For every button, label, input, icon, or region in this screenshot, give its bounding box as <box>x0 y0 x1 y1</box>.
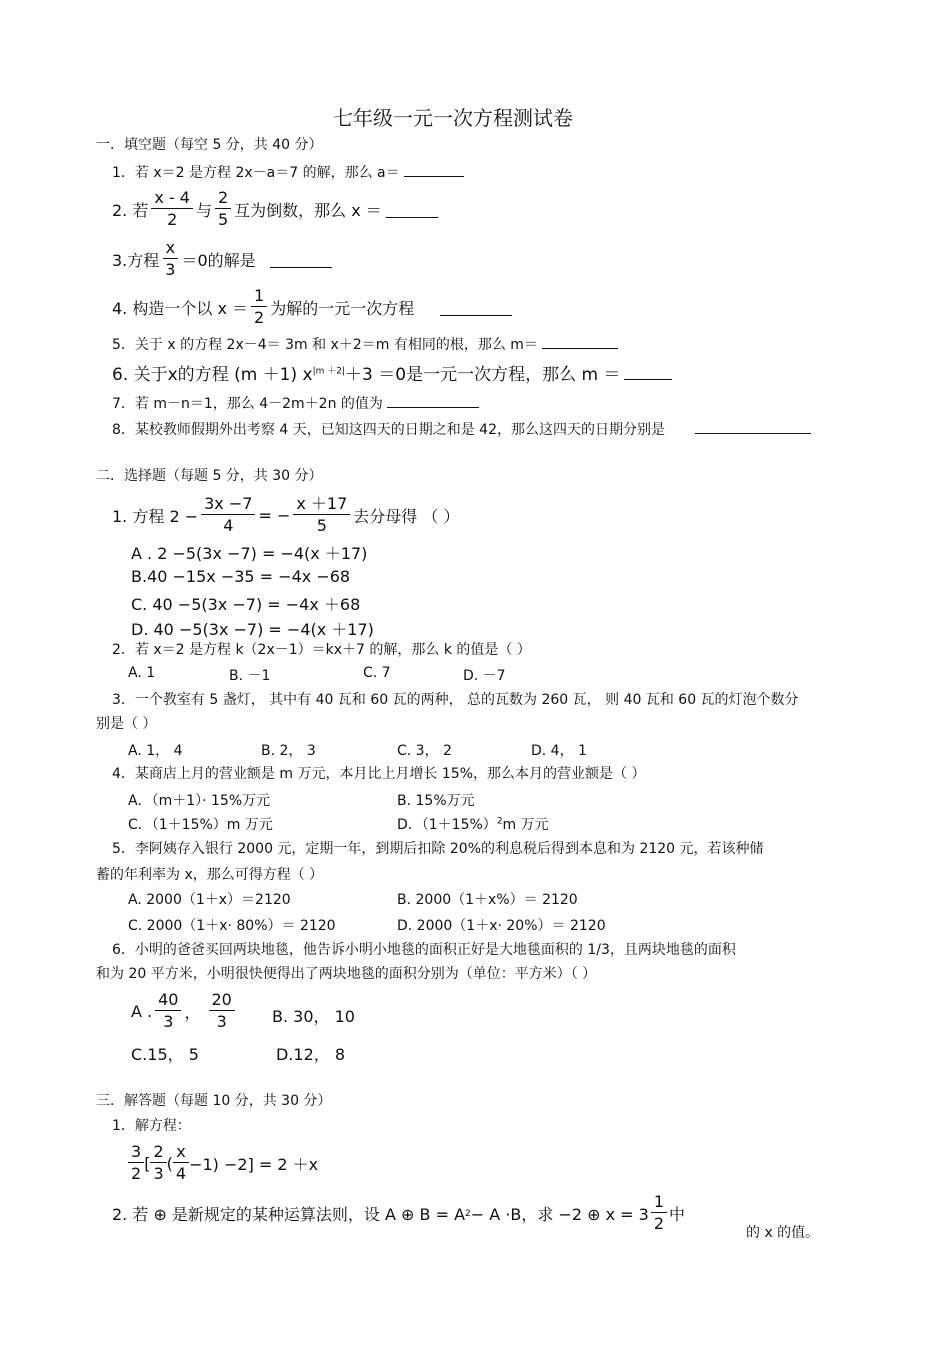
s2-q2-option-a[interactable]: A. 1 <box>128 665 156 681</box>
s2-q6-line2: 和为 20 平方米，小明很快便得出了两块地毯的面积分别为（单位：平方米）（ ） <box>96 966 597 982</box>
s3-q2-post: 中 <box>669 1205 686 1224</box>
s1-q7 <box>112 391 479 413</box>
fraction <box>215 188 231 231</box>
s1-q2-pre: 2. 若 <box>112 201 149 220</box>
s2-q1-option-d[interactable]: D. 40 −5(3x −7) = −4(x ＋17) <box>131 620 374 639</box>
s1-q6 <box>112 360 672 385</box>
answer-blank[interactable] <box>270 251 332 268</box>
s1-q1 <box>112 160 464 182</box>
s1-q4-post: 为解的一元一次方程 <box>270 299 415 318</box>
page-title: 七年级一元一次方程测试卷 <box>333 106 573 130</box>
numerator: 1 <box>651 1192 667 1213</box>
s2-q3-option-c[interactable]: C. 3， 2 <box>397 743 452 759</box>
s2-q6-option-a[interactable] <box>131 990 238 1033</box>
s2-q6-option-b[interactable]: B. 30， 10 <box>272 1007 355 1026</box>
s2-q4: 4．某商店上月的营业额是 m 万元，本月比上月增长 15%，那么本月的营业额是（ ） <box>112 766 646 782</box>
option-d-text: D．（1＋15%） <box>397 817 497 833</box>
s2-q1-mid: = − <box>258 506 291 525</box>
answer-blank[interactable] <box>386 201 438 218</box>
numerator: x <box>163 238 178 259</box>
s3-q2-line2: 的 x 的值。 <box>746 1225 820 1241</box>
s2-q5-option-d[interactable]: D. 2000（1＋x· 20%）＝ 2120 <box>397 918 606 934</box>
paren: ( <box>166 1154 173 1173</box>
s1-q4-pre: 4. 构造一个以 x ＝ <box>112 299 248 318</box>
s3-q2-mid: − A ·B，求 −2 ⊕ x = 3 <box>470 1205 649 1224</box>
s2-q5-option-b[interactable]: B. 2000（1＋x%）＝ 2120 <box>397 892 578 908</box>
denominator: 2 <box>167 210 178 229</box>
s2-q4-option-a[interactable]: A．（m＋1）· 15%万元 <box>128 793 271 809</box>
fraction <box>128 1142 144 1185</box>
denominator: 2 <box>131 1164 142 1183</box>
denominator: 3 <box>165 260 176 279</box>
numerator: 2 <box>150 1142 166 1163</box>
answer-blank[interactable] <box>440 299 512 316</box>
s2-q3-option-d[interactable]: D. 4， 1 <box>531 743 587 759</box>
s2-q1-option-a[interactable]: A . 2 −5(3x −7) = −4(x ＋17) <box>131 544 368 563</box>
fraction <box>651 1192 667 1235</box>
s3-q1-label: 1．解方程： <box>112 1118 191 1134</box>
fraction <box>209 990 235 1033</box>
fraction <box>155 990 181 1033</box>
answer-blank[interactable] <box>624 363 672 380</box>
separator: ， <box>184 1003 201 1022</box>
denominator: 5 <box>217 210 229 229</box>
s2-q1 <box>112 494 459 537</box>
s1-q3-pre: 3.方程 <box>112 251 160 270</box>
s1-q8-text: 8．某校教师假期外出考察 4 天，已知这四天的日期之和是 42，那么这四天的日期分别是 <box>112 422 665 438</box>
numerator: x ＋17 <box>293 494 350 515</box>
s2-q3-line1: 3．一个教室有 5 盏灯， 其中有 40 瓦和 60 瓦的两种， 总的瓦数为 260 瓦， 则 40 瓦和 60 瓦的灯泡个数分 <box>112 692 799 708</box>
denominator: 3 <box>163 1012 174 1031</box>
equation-rest: −1) −2] = 2 ＋x <box>189 1155 319 1174</box>
numerator: 1 <box>251 286 267 307</box>
denominator: 4 <box>223 516 234 535</box>
s2-q4-option-c[interactable]: C．（1＋15%）m 万元 <box>128 817 273 833</box>
s1-q6-post: ＋3 ＝0是一元一次方程，那么 m ＝ <box>345 365 621 385</box>
s2-q2: 2．若 x＝2 是方程 k（2x－1）＝kx＋7 的解，那么 k 的值是（ ） <box>112 642 531 658</box>
numerator: 40 <box>155 990 181 1011</box>
s3-q2-pre: 2. 若 ⊕ 是新规定的某种运算法则，设 A ⊕ B = A <box>112 1205 466 1224</box>
denominator: 3 <box>153 1164 164 1183</box>
fraction <box>173 1142 189 1185</box>
denominator: 3 <box>216 1012 227 1031</box>
s2-q3-line2: 别是（ ） <box>96 716 157 732</box>
exponent: |m ＋2| <box>312 366 346 377</box>
numerator: x - 4 <box>151 188 193 209</box>
s2-q5-option-c[interactable]: C. 2000（1＋x· 80%）＝ 2120 <box>128 918 336 934</box>
s1-q1-text: 1．若 x＝2 是方程 2x－a＝7 的解，那么 a＝ <box>112 165 400 181</box>
s2-q6-line1: 6．小明的爸爸买回两块地毯，他告诉小明小地毯的面积正好是大地毯面积的 1/3，且两块地毯的面积 <box>112 942 736 958</box>
s1-q5 <box>112 332 618 354</box>
s1-q3 <box>112 238 332 281</box>
s2-q1-option-c[interactable]: C. 40 −5(3x −7) = −4x ＋68 <box>131 595 361 614</box>
numerator: 2 <box>215 188 231 209</box>
s1-q2 <box>112 188 438 231</box>
fraction <box>151 188 193 231</box>
option-d-post: m 万元 <box>502 817 549 833</box>
fraction <box>162 238 178 281</box>
bracket: [ <box>144 1154 151 1173</box>
fraction <box>251 286 267 329</box>
s3-q1-equation <box>128 1142 318 1185</box>
s3-q2 <box>112 1192 685 1235</box>
s2-q1-pre: 1. 方程 2 − <box>112 507 199 526</box>
section1-header: 一．填空题（每空 5 分，共 40 分） <box>96 137 323 153</box>
s2-q2-option-d[interactable]: D. －7 <box>463 668 506 684</box>
s2-q4-option-b[interactable]: B. 15%万元 <box>397 793 475 809</box>
s2-q1-option-b[interactable]: B.40 −15x −35 = −4x −68 <box>131 567 351 586</box>
fraction <box>150 1142 166 1185</box>
section3-header: 三．解答题（每题 10 分，共 30 分） <box>96 1093 332 1109</box>
answer-blank[interactable] <box>542 332 618 349</box>
denominator: 5 <box>316 516 327 535</box>
s2-q5-option-a[interactable]: A. 2000（1＋x）＝2120 <box>128 892 291 908</box>
answer-blank[interactable] <box>695 417 811 434</box>
denominator: 2 <box>254 308 265 327</box>
fraction <box>201 494 255 537</box>
option-label: A . <box>131 1002 153 1021</box>
numerator: 3 <box>128 1142 144 1163</box>
s2-q3-option-a[interactable]: A. 1， 4 <box>128 743 183 759</box>
s1-q7-text: 7．若 m－n＝1，那么 4－2m＋2n 的值为 <box>112 396 383 412</box>
numerator: 20 <box>209 990 235 1011</box>
numerator: 3x −7 <box>201 494 255 515</box>
fraction <box>293 494 350 537</box>
s2-q1-post: 去分母得 （ ） <box>353 507 460 526</box>
section2-header: 二．选择题（每题 5 分，共 30 分） <box>96 468 323 484</box>
s1-q5-text: 5．关于 x 的方程 2x－4＝ 3m 和 x＋2＝m 有相同的根，那么 m＝ <box>112 337 538 353</box>
s2-q6-option-d[interactable]: D.12， 8 <box>276 1045 346 1064</box>
s1-q2-post: 互为倒数，那么 x ＝ <box>234 201 382 220</box>
numerator: x <box>173 1142 188 1163</box>
s1-q3-post: ＝0的解是 <box>181 251 256 270</box>
s1-q4 <box>112 286 512 329</box>
exponent: 2 <box>496 816 503 827</box>
s2-q4-option-d[interactable] <box>397 814 549 834</box>
s2-q3-option-b[interactable]: B. 2， 3 <box>261 743 316 759</box>
s2-q2-option-c[interactable]: C. 7 <box>363 665 391 681</box>
denominator: 2 <box>653 1214 665 1233</box>
s1-q2-mid: 与 <box>195 201 212 220</box>
s1-q8 <box>112 417 811 439</box>
s2-q5-line1: 5．李阿姨存入银行 2000 元，定期一年，到期后扣除 20%的利息税后得到本息和为 2120 元，若该种储 <box>112 841 764 857</box>
s1-q6-pre: 6. 关于x的方程 (m ＋1) x <box>112 365 313 385</box>
s2-q5-line2: 蓄的年利率为 x，那么可得方程（ ） <box>96 867 324 883</box>
answer-blank[interactable] <box>387 391 479 408</box>
s2-q6-option-c[interactable]: C.15， 5 <box>131 1045 199 1064</box>
exponent: 2 <box>465 1208 471 1219</box>
answer-blank[interactable] <box>404 160 464 177</box>
denominator: 4 <box>175 1164 187 1183</box>
s2-q2-option-b[interactable]: B. －1 <box>229 668 271 684</box>
